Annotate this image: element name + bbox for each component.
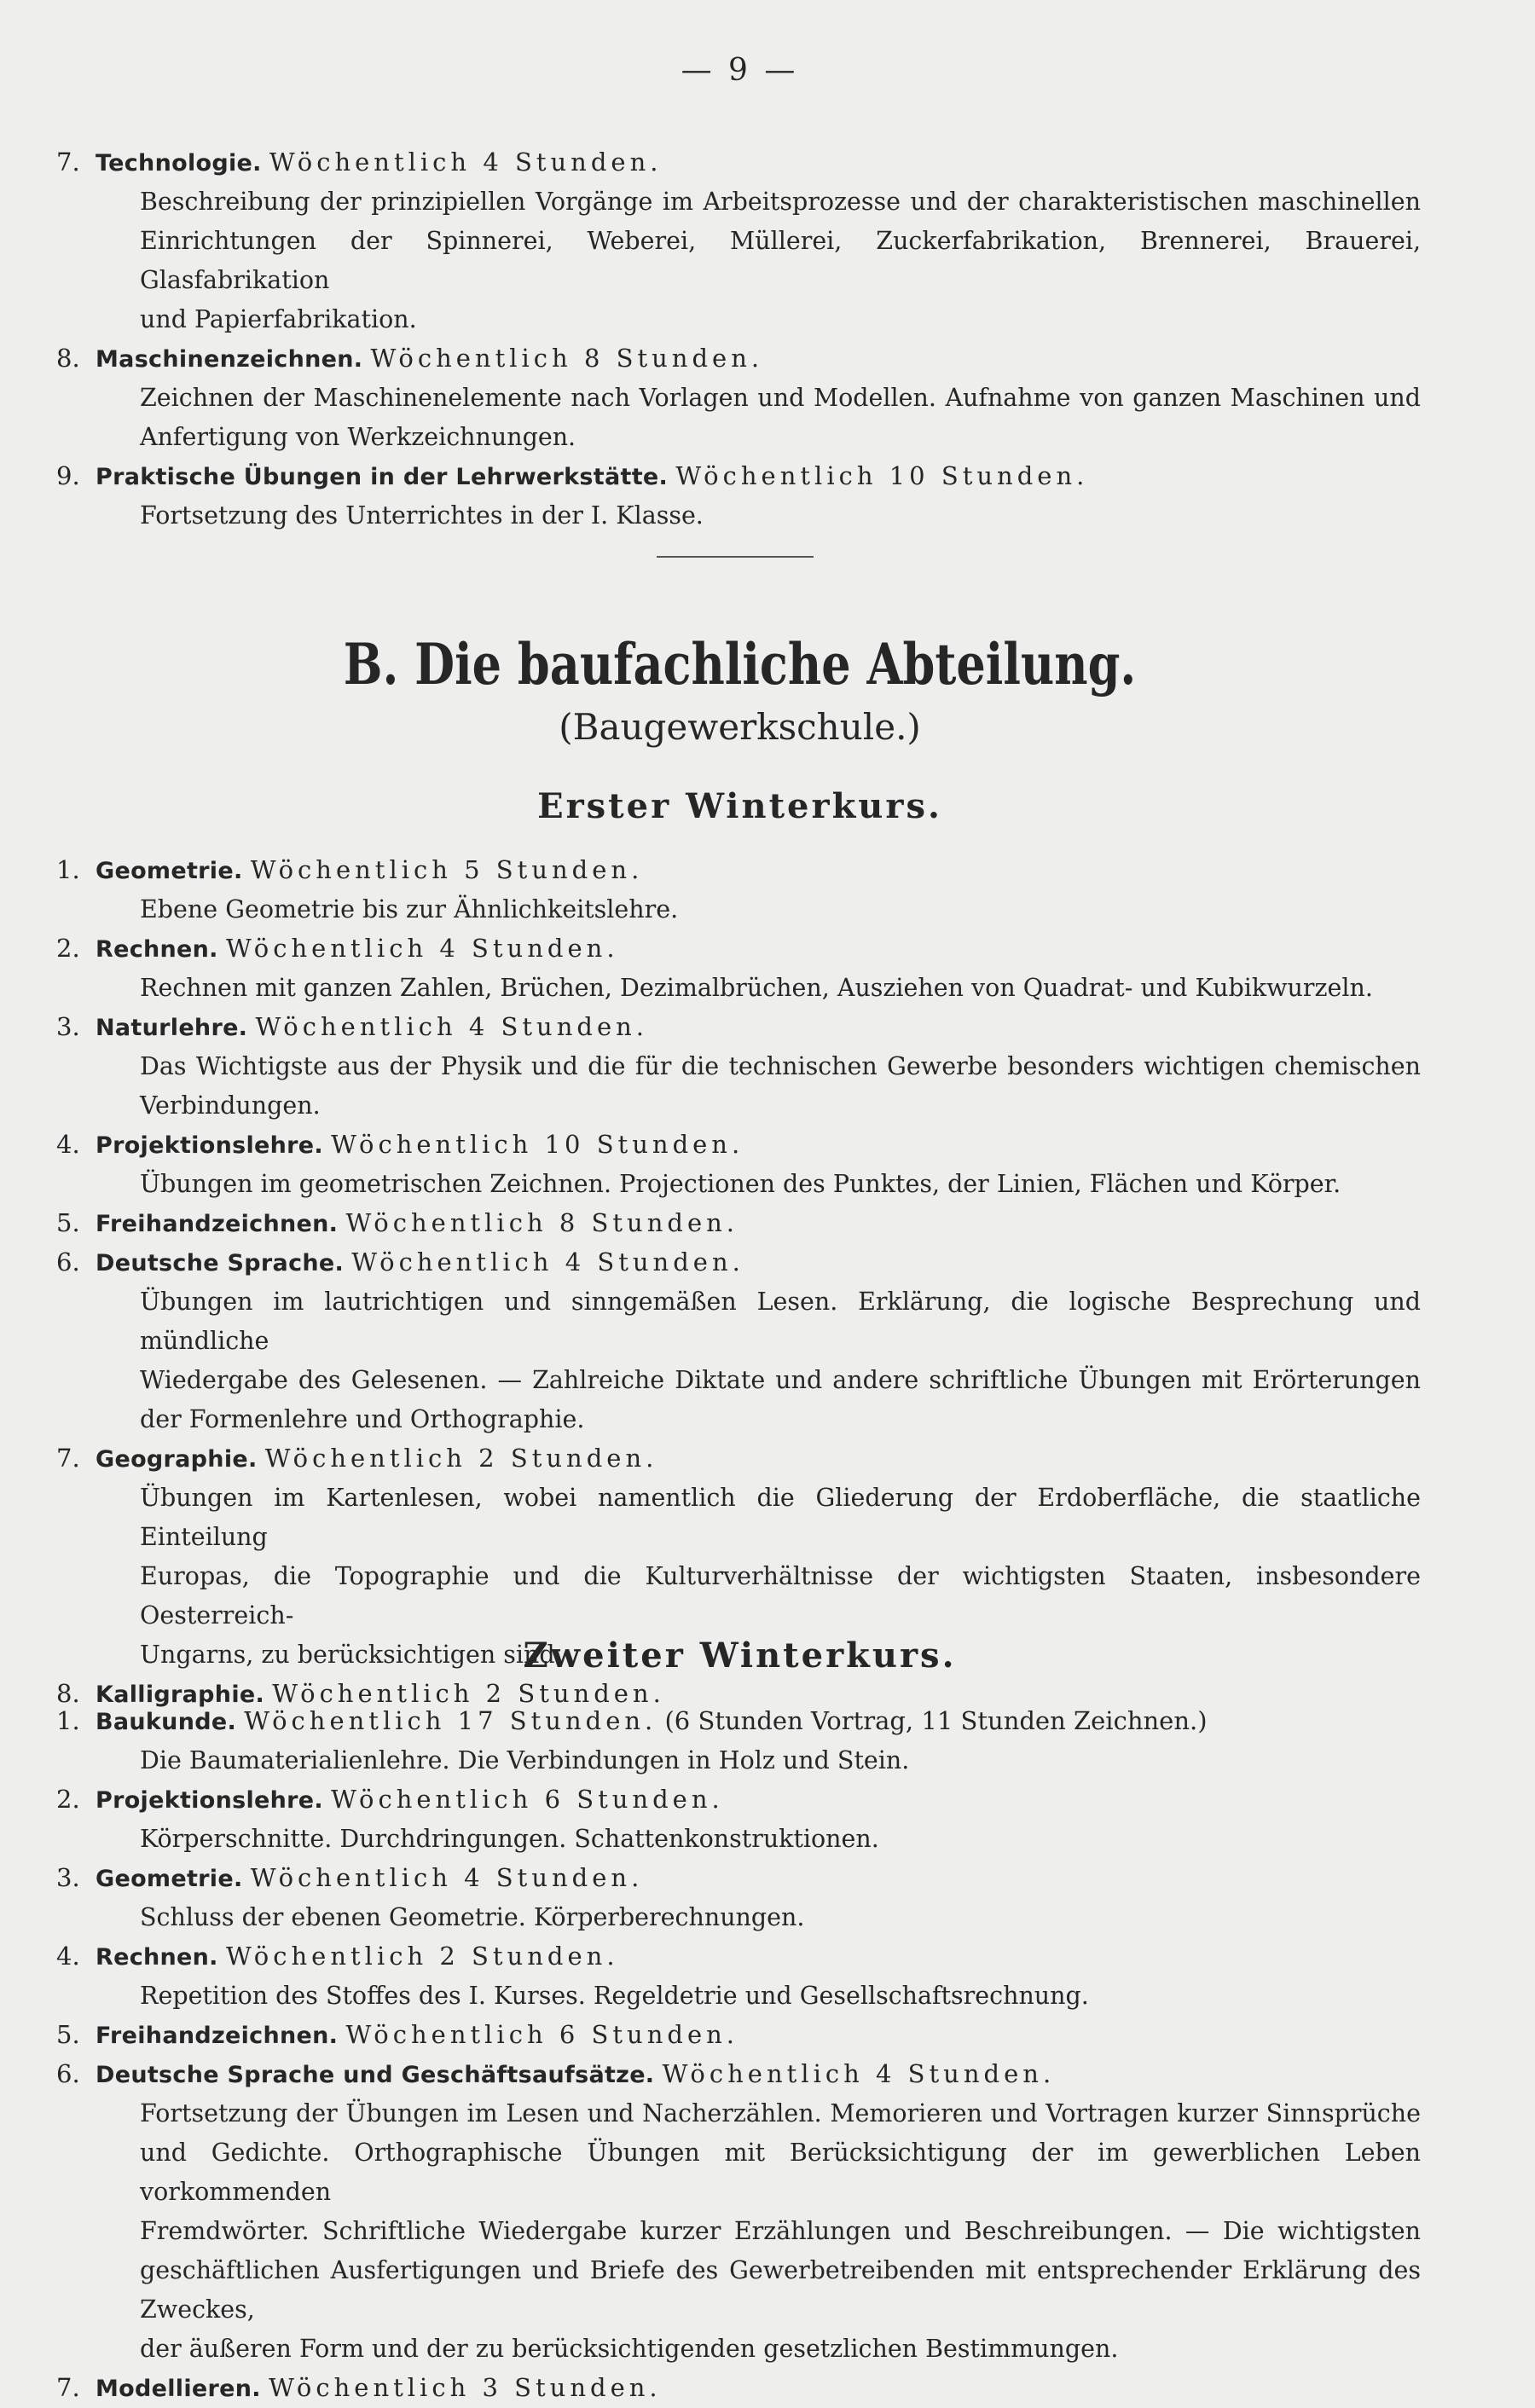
item-number: 6. [56, 1247, 80, 1276]
list-item [56, 1937, 1421, 2016]
item-hours: Wöchentlich 2 Stunden. [264, 1444, 658, 1473]
item-subject: Freihandzeichnen. [96, 2023, 339, 2049]
item-number: 4. [56, 1942, 80, 1971]
item-description-line: Beschreibung der prinzipiellen Vorgänge im Arbeitsprozesse und der charakteristischen maschinellen [140, 188, 1421, 216]
item-hours-detail: (6 Stunden Vortrag, 11 Stunden Zeichnen.) [664, 1706, 1208, 1735]
item-number: 7. [56, 1444, 80, 1473]
item-subject: Modellieren. [96, 2376, 261, 2402]
item-hours: Wöchentlich 3 Stunden. [269, 2373, 662, 2402]
item-description-line: und Papierfabrikation. [140, 305, 417, 333]
item-subject: Projektionslehre. [96, 1787, 323, 1814]
list-item [56, 1702, 1421, 1780]
item-header [56, 2369, 1421, 2408]
item-number: 4. [56, 1130, 80, 1159]
item-subject: Freihandzeichnen. [96, 1211, 339, 1237]
list-item [56, 2369, 1421, 2408]
item-description-line: Repetition des Stoffes des I. Kurses. Regeldetrie und Gesellschaftsrechnung. [140, 1982, 1089, 2010]
item-description-line: Einrichtungen der Spinnerei, Weberei, Müllerei, Zuckerfabrikation, Brennerei, Brauerei, Glasfabrikation [140, 227, 1421, 294]
item-subject: Geometrie. [96, 858, 243, 884]
list-item [56, 457, 1421, 535]
item-description-line: und Gedichte. Orthographische Übungen mit Berücksichtigung der im gewerblichen Leben vorkommenden [140, 2139, 1421, 2206]
item-description-line: Übungen im lautrichtigen und sinngemäßen Lesen. Erklärung, die logische Besprechung und mündliche [140, 1288, 1421, 1355]
item-description-line: Das Wichtigste aus der Physik und die für die technischen Gewerbe besonders wichtigen chemischen [140, 1052, 1421, 1080]
first-course-heading: Erster Winterkurs. [537, 786, 942, 826]
item-subject: Geographie. [96, 1446, 258, 1473]
item-hours: Wöchentlich 4 Stunden. [225, 934, 619, 963]
item-number: 8. [56, 344, 80, 373]
item-number: 1. [56, 855, 80, 884]
item-description-line: Zeichnen der Maschinenelemente nach Vorlagen und Modellen. Aufnahme von ganzen Maschinen und [140, 384, 1421, 412]
item-header [56, 1008, 1421, 1047]
list-item [56, 2016, 1421, 2055]
item-description-line: der äußeren Form und der zu berücksichtigenden gesetzlichen Bestimmungen. [140, 2335, 1119, 2363]
item-description-line: Schluss der ebenen Geometrie. Körperberechnungen. [140, 1903, 805, 1931]
item-subject: Projektionslehre. [96, 1132, 323, 1159]
item-number: 5. [56, 2020, 80, 2049]
item-header [56, 2016, 1421, 2055]
item-description-line: geschäftlichen Ausfertigungen und Briefe des Gewerbetreibenden mit entsprechender Erklärung des Zweckes, [140, 2256, 1421, 2324]
item-number: 6. [56, 2059, 80, 2088]
second-course-heading: Zweiter Winterkurs. [523, 1635, 957, 1676]
item-header [56, 1204, 1421, 1243]
item-hours: Wöchentlich 17 Stunden. [244, 1706, 657, 1735]
item-header [56, 1702, 1421, 1741]
item-header [56, 1126, 1421, 1165]
item-hours: Wöchentlich 6 Stunden. [345, 2020, 739, 2049]
item-subject: Baukunde. [96, 1709, 237, 1735]
item-header [56, 457, 1421, 496]
item-header [56, 1780, 1421, 1820]
item-number: 7. [56, 148, 80, 177]
item-hours: Wöchentlich 8 Stunden. [370, 344, 764, 373]
item-number: 3. [56, 1012, 80, 1041]
item-description-line: Die Baumaterialienlehre. Die Verbindungen in Holz und Stein. [140, 1746, 910, 1774]
item-number: 1. [56, 1706, 80, 1735]
item-hours: Wöchentlich 8 Stunden. [345, 1208, 739, 1237]
item-header [56, 1439, 1421, 1479]
item-description-line: Übungen im Kartenlesen, wobei namentlich die Gliederung der Erdoberfläche, die staatliche Einteilung [140, 1484, 1421, 1551]
item-hours: Wöchentlich 2 Stunden. [225, 1942, 619, 1971]
item-subject: Technologie. [96, 150, 262, 177]
item-header [56, 1859, 1421, 1898]
item-hours: Wöchentlich 4 Stunden. [662, 2059, 1056, 2088]
list-item [56, 1204, 1421, 1243]
list-item [56, 2055, 1421, 2369]
list-item [56, 1008, 1421, 1126]
item-header [56, 2055, 1421, 2094]
item-subject: Maschinenzeichnen. [96, 346, 363, 373]
item-subject: Rechnen. [96, 1944, 218, 1971]
item-number: 2. [56, 934, 80, 963]
list-item [56, 339, 1421, 457]
item-description-line: Körperschnitte. Durchdringungen. Schattenkonstruktionen. [140, 1825, 879, 1853]
list-item [56, 1126, 1421, 1204]
item-header [56, 143, 1421, 182]
item-hours: Wöchentlich 4 Stunden. [269, 148, 663, 177]
item-number: 5. [56, 1208, 80, 1237]
list-item [56, 1243, 1421, 1439]
section-subtitle: (Baugewerkschule.) [559, 706, 921, 748]
item-hours: Wöchentlich 2 Stunden. [272, 1679, 665, 1708]
second-course-items [56, 1702, 1421, 2408]
list-item [56, 851, 1421, 929]
item-description-line: Rechnen mit ganzen Zahlen, Brüchen, Dezimalbrüchen, Ausziehen von Quadrat- und Kubikwurzeln. [140, 974, 1373, 1002]
list-item [56, 1859, 1421, 1937]
item-hours: Wöchentlich 10 Stunden. [331, 1130, 744, 1159]
item-subject: Kalligraphie. [96, 1682, 265, 1708]
item-header [56, 339, 1421, 379]
item-subject: Deutsche Sprache. [96, 1250, 345, 1276]
item-hours: Wöchentlich 4 Stunden. [250, 1863, 644, 1892]
item-description-line: Anfertigung von Werkzeichnungen. [140, 423, 576, 451]
item-description-line: Wiedergabe des Gelesenen. — Zahlreiche Diktate und andere schriftliche Übungen mit Erörterungen [140, 1366, 1421, 1394]
item-hours: Wöchentlich 10 Stunden. [675, 461, 1089, 490]
item-subject: Rechnen. [96, 936, 218, 963]
item-header [56, 929, 1421, 969]
list-item [56, 143, 1421, 339]
item-header [56, 1243, 1421, 1282]
item-number: 2. [56, 1785, 80, 1814]
page-number: — 9 — [681, 53, 799, 88]
item-hours: Wöchentlich 5 Stunden. [250, 855, 644, 884]
item-description-line: Verbindungen. [140, 1091, 321, 1120]
item-description-line: Übungen im geometrischen Zeichnen. Projectionen des Punktes, der Linien, Flächen und Körper. [140, 1170, 1341, 1198]
item-description-line: Ungarns, zu berücksichtigen sind. [140, 1641, 563, 1669]
item-number: 8. [56, 1679, 80, 1708]
list-item [56, 1780, 1421, 1859]
section-divider [657, 556, 814, 558]
item-description-line: Europas, die Topographie und die Kulturverhältnisse der wichtigsten Staaten, insbesondere Oesterreich- [140, 1562, 1421, 1629]
top-items [56, 143, 1421, 535]
item-header [56, 1937, 1421, 1977]
item-number: 3. [56, 1863, 80, 1892]
item-hours: Wöchentlich 6 Stunden. [331, 1785, 724, 1814]
section-title: B. Die baufachliche Abteilung. [343, 631, 1137, 698]
item-header [56, 851, 1421, 890]
item-description-line: der Formenlehre und Orthographie. [140, 1405, 585, 1433]
item-number: 7. [56, 2373, 80, 2402]
item-subject: Deutsche Sprache und Geschäftsaufsätze. [96, 2062, 655, 2088]
item-number: 9. [56, 461, 80, 490]
item-subject: Praktische Übungen in der Lehrwerkstätte. [96, 464, 669, 490]
item-description-line: Fortsetzung des Unterrichtes in der I. Klasse. [140, 501, 704, 530]
list-item [56, 929, 1421, 1008]
item-hours: Wöchentlich 4 Stunden. [255, 1012, 649, 1041]
item-subject: Naturlehre. [96, 1015, 248, 1041]
item-description-line: Fremdwörter. Schriftliche Wiedergabe kurzer Erzählungen und Beschreibungen. — Die wichtigsten [140, 2217, 1421, 2245]
item-description-line: Ebene Geometrie bis zur Ähnlichkeitslehre. [140, 895, 679, 923]
item-hours: Wöchentlich 4 Stunden. [351, 1247, 744, 1276]
first-course-items [56, 851, 1421, 1714]
item-description-line: Fortsetzung der Übungen im Lesen und Nacherzählen. Memorieren und Vortragen kurzer Sinnsprüche [140, 2099, 1421, 2127]
item-subject: Geometrie. [96, 1866, 243, 1892]
